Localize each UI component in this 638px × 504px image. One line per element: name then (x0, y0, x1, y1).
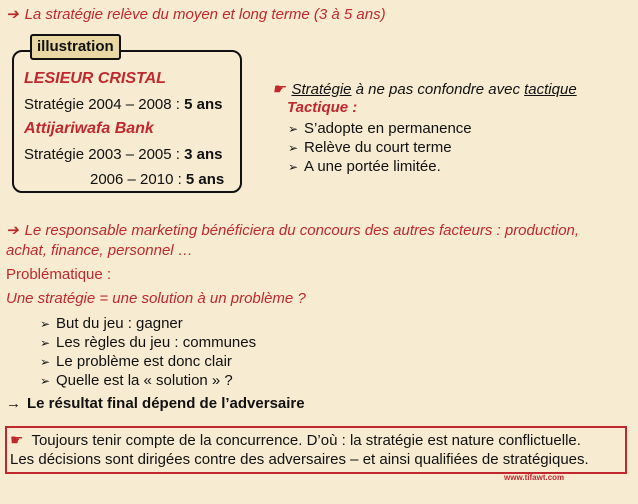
pointing-hand-icon: ☛ (272, 81, 286, 98)
tactic-word: tactique (524, 81, 577, 98)
problem-item (40, 334, 256, 351)
tactic-item (288, 158, 441, 175)
strategy-word: Stratégie (291, 81, 352, 98)
footer-site-link[interactable]: www.tifawt.com (504, 473, 565, 482)
bullet-icon: ➢ (288, 122, 299, 136)
competition-line-1 (10, 431, 581, 449)
competition-line-2: Les décisions sont dirigées contre des adversaires – et ainsi qualifiées de stratégiques. (10, 451, 589, 468)
problem-question: Une stratégie = une solution à un problème ? (6, 290, 306, 307)
problem-item-text: Quelle est la « solution » ? (56, 372, 233, 389)
problem-item (40, 353, 232, 370)
bullet-icon: ➢ (40, 317, 51, 331)
problem-item (40, 372, 233, 389)
tactic-item-text: Relève du court terme (304, 139, 452, 156)
tactic-item (288, 139, 452, 156)
marketing-line-2: achat, finance, personnel … (6, 242, 193, 259)
tactic-item-text: S’adopte en permanence (304, 120, 472, 137)
problem-item (40, 315, 183, 332)
tactic-item-text: A une portée limitée. (304, 158, 441, 175)
problem-item-text: Le problème est donc clair (56, 353, 232, 370)
marketing-text: Le responsable marketing bénéficiera du concours des autres facteurs : production, (24, 222, 580, 239)
company-name: LESIEUR CRISTAL (24, 70, 166, 87)
problem-label: Problématique : (6, 266, 112, 283)
pointing-hand-icon: ☛ (10, 432, 24, 449)
strategy-duration: 5 ans (185, 171, 225, 188)
conclusion-text: Le résultat final dépend de l’adversaire (27, 395, 305, 412)
tactic-heading: Tactique : (287, 99, 358, 116)
tactic-intro (272, 80, 577, 98)
competition-text-1: Toujours tenir compte de la concurrence. D’où : la stratégie est nature conflictuelle. (31, 432, 581, 449)
problem-item-text: But du jeu : gagner (56, 315, 183, 332)
bullet-icon: ➢ (40, 336, 51, 350)
marketing-line (6, 221, 579, 239)
conclusion-line (6, 395, 305, 412)
tactic-intro-text: à ne pas confondre avec (351, 81, 525, 98)
strategy-period: Stratégie 2004 – 2008 : (24, 96, 185, 113)
problem-item-text: Les règles du jeu : communes (56, 334, 257, 351)
illustration-label: illustration (30, 34, 121, 60)
strategy-term-text: La stratégie relève du moyen et long terme (3 à 5 ans) (24, 6, 386, 23)
strategy-period: 2006 – 2010 : (90, 171, 186, 188)
strategy-duration: 3 ans (184, 146, 223, 163)
arrow-right-icon: ➔ (6, 222, 19, 239)
bullet-icon: ➢ (40, 355, 51, 369)
arrow-right-icon: → (6, 395, 21, 412)
company-name: Attijariwafa Bank (24, 120, 154, 137)
arrow-right-icon: ➔ (6, 6, 19, 23)
bullet-icon: ➢ (288, 160, 299, 174)
company-strategy-line (90, 171, 224, 188)
strategy-period: Stratégie 2003 – 2005 : (24, 146, 185, 163)
strategy-term-line (6, 5, 386, 23)
tactic-item (288, 120, 472, 137)
bullet-icon: ➢ (40, 374, 51, 388)
strategy-duration: 5 ans (184, 96, 223, 113)
company-strategy-line (24, 146, 222, 163)
bullet-icon: ➢ (288, 141, 299, 155)
company-strategy-line (24, 96, 222, 113)
